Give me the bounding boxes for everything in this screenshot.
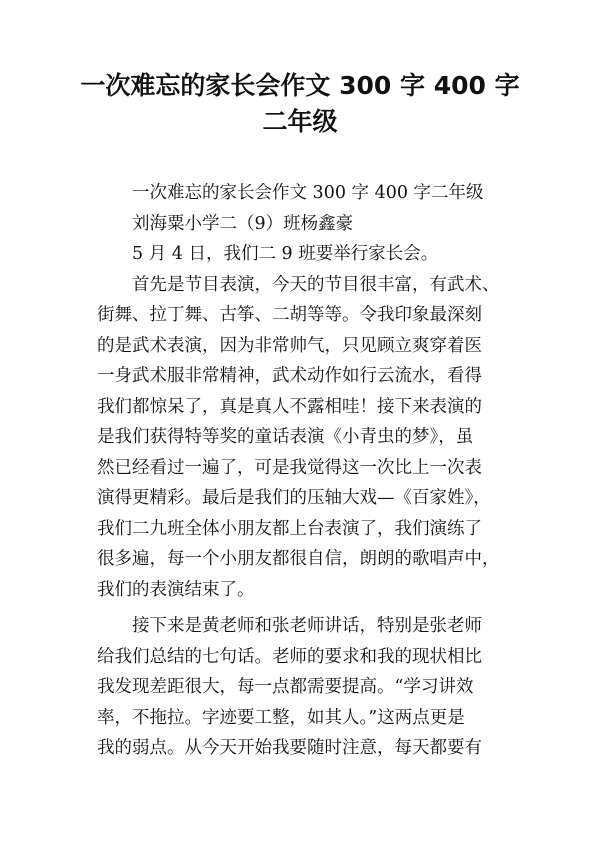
title-line-2: 二年级 — [262, 107, 338, 136]
text-line: 是我们获得特等奖的童话表演《小青虫的梦》，虽 — [97, 427, 474, 447]
text-line: 我发现差距很大，每一点都需要提高。“学习讲效 — [97, 677, 474, 697]
document-body — [97, 178, 509, 764]
text-line: 一身武术服非常精神，武术动作如行云流水，看得 — [97, 366, 482, 386]
text-line: 给我们总结的七句话。老师的要求和我的现状相比 — [97, 646, 482, 667]
text-line: 我的弱点。从今天开始我要随时注意，每天都要有 — [97, 738, 482, 758]
text-line: 我们的表演结束了。 — [97, 579, 255, 600]
text-line: 然已经看过一遍了，可是我觉得这一次比上一次表 — [97, 457, 482, 478]
title-line-1: 一次难忘的家长会作文 300 字 400 字 — [80, 71, 520, 100]
text-line: 的是武术表演，因为非常帅气，只见顾立爽穿着医 — [97, 335, 482, 356]
document-title — [0, 68, 600, 140]
text-line: 刘海粟小学二（9）班杨鑫豪 — [132, 213, 354, 234]
text-line: 街舞、拉丁舞、古筝、二胡等等。令我印象最深刻 — [97, 305, 482, 325]
text-line: 我们二九班全体小朋友都上台表演了，我们演练了 — [97, 518, 482, 539]
text-line: 一次难忘的家长会作文 300 字 400 字二年级 — [132, 183, 484, 203]
text-line: 很多遍，每一个小朋友都很自信，朗朗的歌唱声中， — [97, 549, 500, 569]
text-line: 演得更精彩。最后是我们的压轴大戏—《百家姓》， — [97, 488, 491, 508]
text-line: 首先是节目表演，今天的节目很丰富，有武术、 — [132, 274, 500, 295]
text-line: 率，不拖拉。字迹要工整，如其人。”这两点更是 — [97, 707, 465, 728]
text-line: 5 月 4 日，我们二 9 班要举行家长会。 — [132, 244, 439, 264]
text-line: 我们都惊呆了，真是真人不露相哇！接下来表演的 — [97, 396, 482, 417]
text-line: 接下来是黄老师和张老师讲话，特别是张老师 — [132, 616, 482, 636]
